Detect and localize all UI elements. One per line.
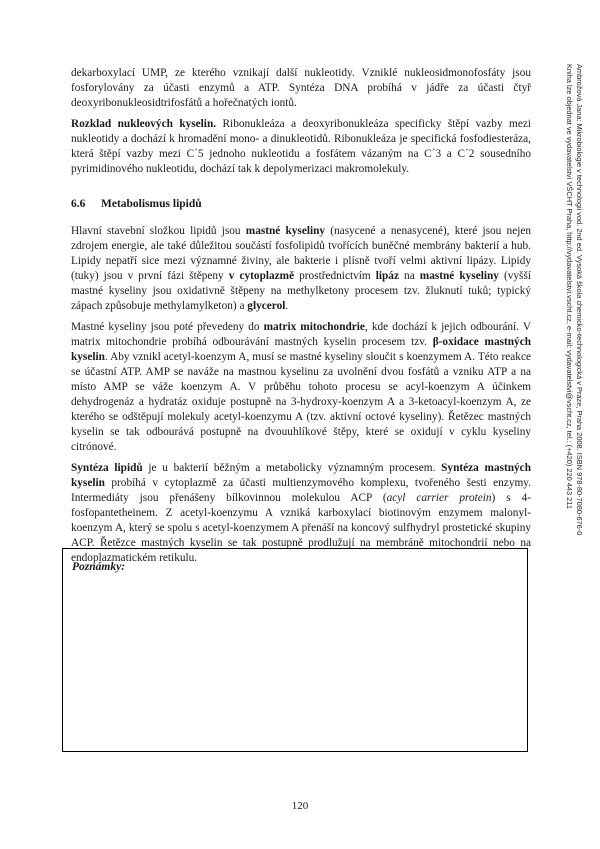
paragraph-3: Hlavní stavební složkou lipidů jsou mastné kyseliny (nasycené a nenasycené), které jsou nejen zdrojem energie, ale také důležitou součástí fosfolipidů tvořících buněčné membrány bakterií a hub. Lipidy nepatří sice mezi významné živiny, ale bakterie i plísně tvoří velmi aktivní lipázy. Lipidy (tuky) jsou v první fázi štěpeny v cytoplazmě prostřednictvím lipáz na mastné kyseliny (vyšší mastné kyseliny jsou oxidativně štěpeny na methylketony procesem tzv. žluknutí tuků; typický zápach způsobuje methylamylketon) a glycerol.	[71, 225, 532, 312]
paragraph-1: dekarboxylací UMP, ze kterého vznikají další nukleotidy. Vzniklé nukleosidmonofosfáty jsou fosforylovány za účasti enzymů a ATP. Syntéza DNA probíhá v jádře za účasti čtyř deoxyribonukleosidtrifosfátů a hořečnatých iontů.	[71, 67, 531, 109]
section-number: 6.6	[71, 198, 86, 210]
citation-line: Ambrožová Jana: Mikrobiologie v technologii vod. 2nd ed. Vysoká škola chemicko-technologická v Praze, Praha 2008. ISBN 978-80-7080-676-0	[575, 64, 584, 536]
section-title: Metabolismus lipidů	[101, 198, 202, 210]
order-line: Kniha lze objednat ve vydavatelství VŠCHT Praha, http://vydavatelstvi.vscht.cz, e-mail: vydavatelstvi@vscht.cz, tel.: (+420) 220 443 211	[565, 64, 574, 509]
paragraph-5: Syntéza lipidů je u bakterií běžným a metabolicky významným procesem. Syntéza mastných kyselin probíhá v cytoplazmě za účasti multienzymového komplexu, tvořeného šesti enzymy. Intermediáty jsou přenášeny bílkovinnou molekulou ACP (acyl carrier protein) s 4-fosfopantetheinem. Z acetyl-koenzymu A vzniká karboxylací biotinovým enzymem malonyl-koenzym A, který se spolu s acetyl-koenzymem A přenáší na koncový sulfhydryl prostetické skupiny ACP. Řetězce mastných kyselin se tak postupně prodlužují na membráně mitochondrií nebo na endoplazmatickém retikulu.	[71, 462, 532, 564]
notes-box	[62, 548, 528, 752]
paragraph-2: Rozklad nukleových kyselin. Ribonukleáza a deoxyribonukleáza specificky štěpí vazby mezi nukleotidy a dochází k hromadění mono- a dinukleotidů. Ribonukleáza je specifická fosfodiesteráza, která štěpí vazby mezi C´5 jednoho nukleotidu a fosfátem vázaným na C´3 a C´2 sousedního pyrimidinového nukleotidu, dochází tak k depolymerizaci makromolekuly.	[71, 118, 532, 175]
side-citation	[550, 64, 584, 584]
paragraph-4: Mastné kyseliny jsou poté převedeny do matrix mitochondrie, kde dochází k jejich odbourání. V matrix mitochondrie probíhá odbourávání mastných kyselin procesem tzv. β-oxidace mastných kyselin. Aby vznikl acetyl-koenzym A, musí se mastné kyseliny sloučit s koenzymem A. Této reakce se účastní ATP. AMP se naváže na mastnou kyselinu za uvolnění dvou fosfátů a vzniku ATP a na místo AMP se váže koenzym A. V průběhu tohoto procesu se acyl-koenzym A účinkem dehydrogenáz a hydratáz oxiduje postupně na 3-hydroxy-koenzym A a 3-ketoacyl-koenzym A, ze kterého se odštěpují molekuly acetyl-koenzymu A (tzv. aktivní octové kyseliny). Řetězec mastných kyselin se tak odbourává postupně na dvouuhlíkové štěpy, které se oxidují v cyklu kyseliny citrónové.	[71, 321, 531, 453]
section-heading	[71, 197, 531, 212]
page-number: 120	[291, 800, 309, 812]
main-text	[71, 66, 531, 572]
notes-label: Poznámky:	[72, 561, 126, 573]
bold-term: Rozklad nukleových kyselin.	[71, 118, 217, 130]
